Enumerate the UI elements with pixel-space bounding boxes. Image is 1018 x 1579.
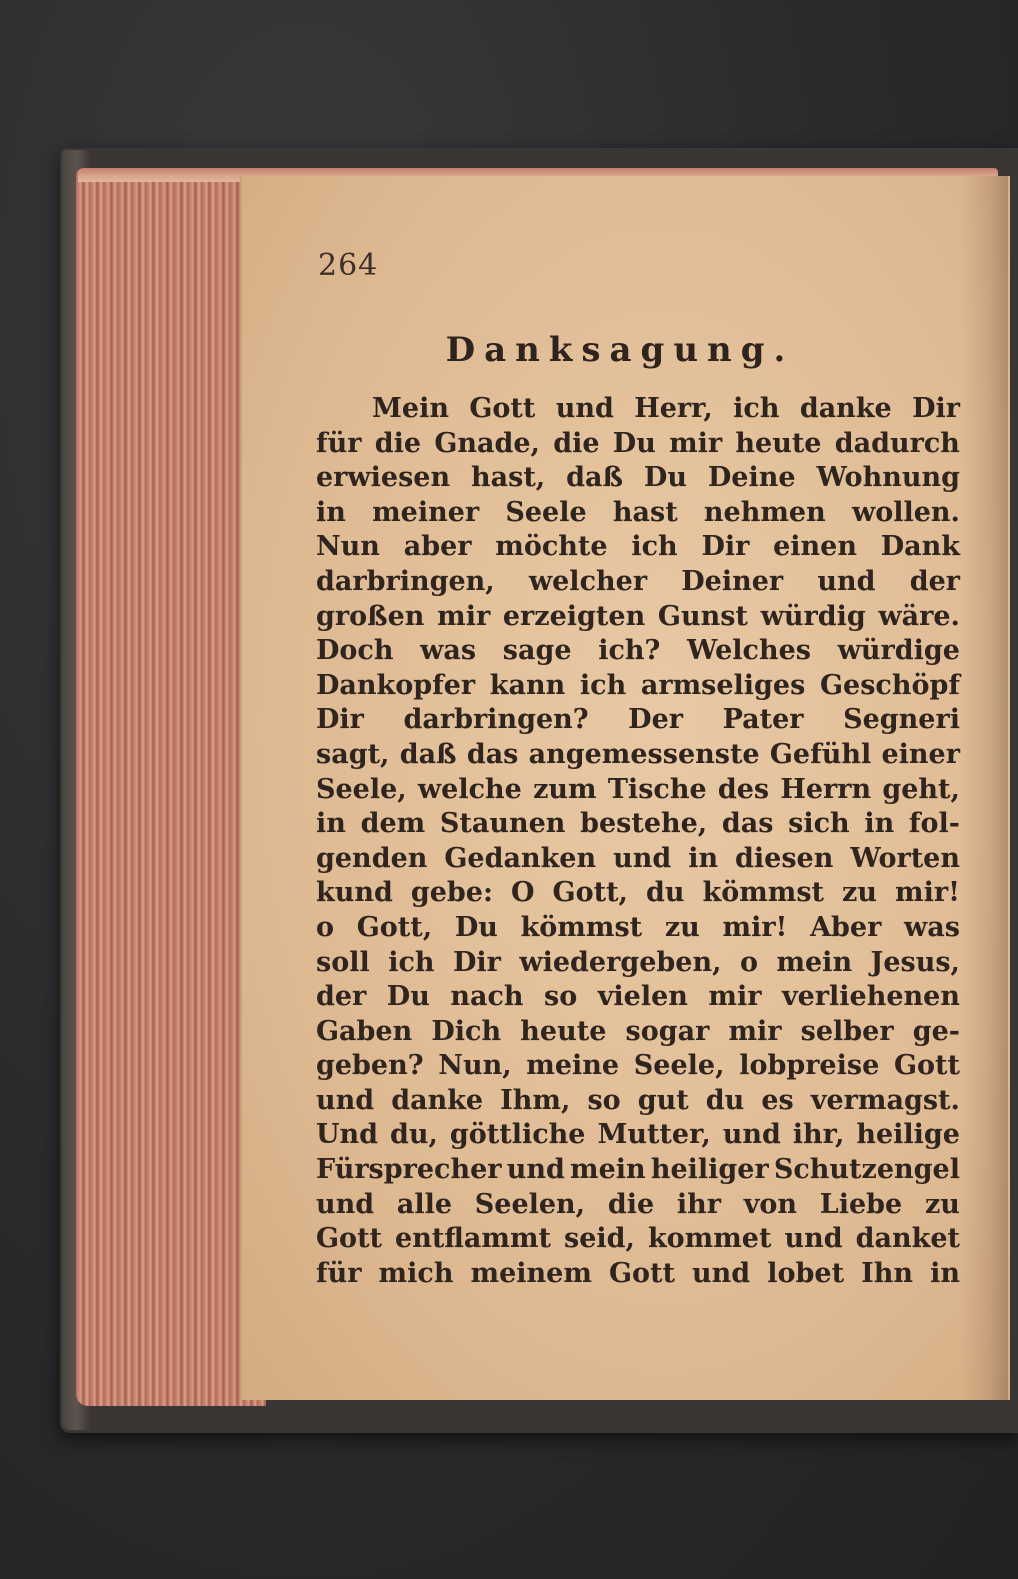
word: ich (631, 531, 678, 563)
word: sage (502, 635, 572, 667)
word: Dir (701, 531, 750, 563)
text-line (316, 1257, 960, 1292)
word: heilige (856, 1119, 960, 1151)
word: Ihn (861, 1257, 913, 1289)
text-line (316, 600, 960, 635)
word: und (613, 842, 672, 874)
word: Ihm, (500, 1084, 571, 1116)
word: nach (450, 981, 524, 1013)
word: einer (881, 738, 960, 770)
word: O (510, 877, 535, 909)
word: sich (788, 808, 850, 840)
word: alle (396, 1188, 453, 1220)
word: o (739, 946, 758, 978)
word: kommet (647, 1223, 772, 1255)
word: erwiesen (316, 462, 451, 494)
word: selber (800, 1015, 894, 1047)
word: ich (388, 946, 435, 978)
word: Und (316, 1119, 379, 1151)
word: Gott (608, 1257, 675, 1289)
word: Seele, (633, 1050, 725, 1082)
word: Gunst (657, 600, 748, 632)
word: Nun, (438, 1050, 512, 1082)
word: Herrn (780, 773, 872, 805)
word: wollen. (851, 496, 960, 528)
word: Dich (431, 1015, 502, 1047)
word: meine (526, 1050, 620, 1082)
text-line (316, 669, 960, 704)
word: bestehe, (580, 808, 708, 840)
word: gebe: (410, 877, 493, 909)
word: in (688, 842, 719, 874)
word: in (316, 496, 346, 528)
word: nehmen (703, 496, 826, 528)
word: Gott (469, 393, 536, 424)
word: Staunen (439, 808, 566, 840)
word: angemessenste (528, 738, 760, 770)
word: vielen (597, 981, 688, 1013)
text-line (316, 738, 960, 773)
word: was (904, 911, 960, 943)
body-text (316, 392, 960, 1291)
word: göttliche (449, 1119, 586, 1151)
word: Du (643, 462, 687, 494)
word: geben? (316, 1050, 424, 1082)
word: seid, (564, 1223, 635, 1255)
word: ihr (676, 1188, 721, 1220)
word: Du (454, 911, 498, 943)
word: darbringen? (403, 704, 589, 736)
word: Mein (372, 393, 449, 424)
word: Du (386, 981, 430, 1013)
word: Dankopfer (316, 669, 476, 701)
word: Seele (505, 496, 587, 528)
word: genden (316, 842, 428, 874)
word: ich (579, 669, 627, 701)
word: und (506, 1154, 565, 1186)
word: mir (437, 600, 491, 632)
word: und (784, 1223, 843, 1255)
word: Deiner (681, 565, 784, 597)
word: wiedergeben, (519, 946, 722, 978)
word: und (817, 565, 876, 597)
word: Schutzengel (773, 1154, 960, 1186)
word: mich (378, 1257, 454, 1289)
text-line (316, 392, 960, 427)
word: Dir (453, 946, 501, 978)
word: danket (855, 1223, 960, 1255)
word: o (316, 911, 335, 943)
text-line (316, 1084, 960, 1119)
word: hast, (471, 462, 546, 494)
word: und (555, 393, 614, 424)
word: in (316, 808, 346, 840)
word: würdig (760, 600, 866, 632)
word: die (374, 427, 422, 459)
word: entflammt (395, 1223, 552, 1255)
word: Dank (880, 531, 960, 563)
word: in (930, 1257, 960, 1289)
word: danke (391, 1084, 484, 1116)
word: aber (403, 531, 472, 563)
word: für (316, 427, 362, 459)
word: Seelen, (474, 1188, 586, 1220)
word: das (721, 808, 774, 840)
word: so (587, 1084, 621, 1116)
word: ich? (598, 635, 661, 667)
word: was (420, 635, 477, 667)
word: und (722, 1119, 781, 1151)
word: dem (360, 808, 426, 840)
word: darbringen, (316, 565, 495, 597)
word: Pater (722, 704, 804, 736)
text-line (316, 461, 960, 496)
word: Gott (893, 1050, 960, 1082)
word: du, (390, 1119, 438, 1151)
text-line (316, 980, 960, 1015)
word: sogar (625, 1015, 710, 1047)
word: ich (733, 393, 780, 424)
page-number: 264 (318, 248, 379, 283)
word: Dir (316, 704, 364, 736)
word: danke (799, 393, 892, 424)
word: Gnade, (434, 427, 540, 459)
text-line (316, 876, 960, 911)
word: der (316, 981, 367, 1013)
word: Gefühl (769, 738, 872, 770)
word: Worten (850, 842, 960, 874)
word: geht, (882, 773, 960, 805)
word: fol- (908, 808, 960, 840)
word: kömmst (702, 877, 825, 909)
word: mir (708, 981, 762, 1013)
word: zu (842, 877, 878, 909)
text-line (316, 1015, 960, 1050)
text-line (316, 703, 960, 738)
word: diesen (735, 842, 834, 874)
word: welche (417, 773, 522, 805)
word: lobet (767, 1257, 845, 1289)
word: Du (612, 427, 656, 459)
word: Geschöpf (819, 669, 960, 701)
word: mein (570, 1154, 646, 1186)
word: es (761, 1084, 794, 1116)
page-heading: Danksagung. (445, 330, 795, 370)
word: die (553, 427, 600, 459)
word: meinem (470, 1257, 592, 1289)
word: Gott (316, 1223, 383, 1255)
text-line (316, 1118, 960, 1153)
word: Fürsprecher (316, 1154, 502, 1186)
word: Wohnung (816, 462, 960, 494)
word: würdige (837, 635, 960, 667)
word: Doch (316, 635, 394, 667)
word: kann (489, 669, 566, 701)
word: so (544, 981, 578, 1013)
word: du (705, 1084, 745, 1116)
word: zu (664, 911, 700, 943)
word: Aber (810, 911, 882, 943)
word: mir (728, 1015, 782, 1047)
word: sagt, (316, 738, 390, 770)
text-line (316, 911, 960, 946)
word: ge- (912, 1015, 960, 1047)
word: welcher (528, 565, 648, 597)
word: Segneri (843, 704, 960, 736)
word: Gaben (316, 1015, 413, 1047)
word: Dir (912, 393, 960, 424)
word: und (316, 1188, 375, 1220)
word: kömmst (520, 911, 643, 943)
word: des (717, 773, 770, 805)
word: möchte (495, 531, 608, 563)
word: für (316, 1257, 362, 1289)
text-line (316, 1222, 960, 1257)
word: in (864, 808, 895, 840)
text-line (316, 427, 960, 462)
word: und (692, 1257, 751, 1289)
word: der (909, 565, 960, 597)
text-line (316, 842, 960, 877)
text-line (316, 946, 960, 981)
text-line (316, 807, 960, 842)
word: heute (520, 1015, 607, 1047)
word: Welches (687, 635, 812, 667)
text-line (316, 530, 960, 565)
word: soll (316, 946, 370, 978)
word: und (316, 1084, 375, 1116)
word: daß (399, 738, 457, 770)
word: daß (566, 462, 623, 494)
word: erzeigten (502, 600, 646, 632)
text-line (316, 773, 960, 808)
page-stack-edges (76, 168, 266, 1406)
word: Gott, (552, 877, 628, 909)
word: ihr, (792, 1119, 845, 1151)
text-line (316, 634, 960, 669)
word: Tische (607, 773, 707, 805)
word: gut (637, 1084, 689, 1116)
word: Seele, (316, 773, 407, 805)
word: Mutter, (597, 1119, 711, 1151)
word: Herr, (634, 393, 713, 424)
word: verliehenen (781, 981, 960, 1013)
word: vermagst. (810, 1084, 960, 1116)
word: von (743, 1188, 798, 1220)
text-line (316, 496, 960, 531)
word: Liebe (819, 1188, 903, 1220)
word: Jesus, (870, 946, 960, 978)
word: du (645, 877, 685, 909)
word: heute (735, 427, 822, 459)
word: Gedanken (444, 842, 597, 874)
word: mir! (895, 877, 960, 909)
word: Deine (707, 462, 796, 494)
word: armseliges (640, 669, 806, 701)
word: wäre. (878, 600, 960, 632)
word: mir! (722, 911, 788, 943)
word: das (466, 738, 519, 770)
text-line (316, 1049, 960, 1084)
word: Der (628, 704, 683, 736)
word: lobpreise (739, 1050, 880, 1082)
word: großen (316, 600, 425, 632)
word: dadurch (834, 427, 960, 459)
word: hast (612, 496, 678, 528)
word: meiner (372, 496, 480, 528)
word: mir (669, 427, 723, 459)
word: Nun (316, 531, 380, 563)
word: die (607, 1188, 655, 1220)
word: mein (776, 946, 853, 978)
word: kund (316, 877, 393, 909)
text-line (316, 1188, 960, 1223)
word: heiliger (650, 1154, 769, 1186)
page-curl-shadow (960, 176, 1008, 1400)
word: Gott, (356, 911, 433, 943)
text-line (316, 565, 960, 600)
text-line (316, 1153, 960, 1188)
word: einen (773, 531, 857, 563)
word: zu (924, 1188, 960, 1220)
word: zum (533, 773, 597, 805)
